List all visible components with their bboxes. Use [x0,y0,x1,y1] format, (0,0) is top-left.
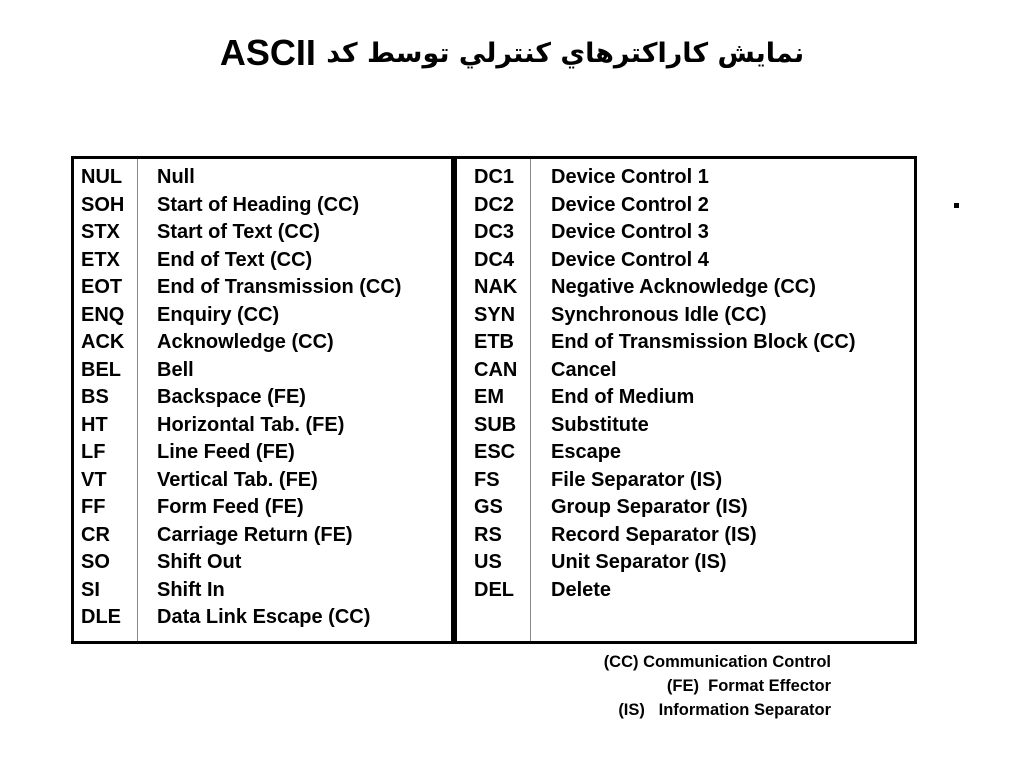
left-code-cell: SO [81,551,110,573]
right-name-cell: File Separator (IS) [551,468,723,491]
right-code-cell: SUB [474,413,517,436]
right-code-cell: RS [474,523,502,546]
right-code-column [474,164,517,604]
right-name-cell: Substitute [551,413,649,436]
left-code-cell: LF [81,441,106,463]
left-name-cell: Line Feed (FE) [157,441,295,463]
left-name-cell: Horizontal Tab. (FE) [157,413,345,436]
left-name-cell: Form Feed (FE) [157,496,304,518]
right-code-cell: ETB [474,331,514,353]
left-column-divider [137,159,138,641]
legend-item-cc: (CC) Communication Control [603,653,831,671]
right-name-cell: End of Medium [551,386,695,408]
left-name-cell: End of Transmission (CC) [157,276,402,298]
left-code-cell: CR [81,523,110,546]
left-code-cell: DLE [81,606,121,628]
left-name-cell: End of Text (CC) [157,248,313,271]
slide-title [0,32,1024,74]
left-code-cell: FF [81,496,106,518]
table-center-divider [451,156,457,644]
right-name-cell: Device Control 4 [551,248,709,271]
right-code-cell: DC1 [474,166,515,188]
left-name-cell: Shift In [157,578,225,601]
left-name-cell: Backspace (FE) [157,386,306,408]
title-ascii: ASCII [219,32,316,73]
left-name-cell: Null [157,166,195,188]
right-code-cell: SYN [474,303,516,326]
right-code-cell: ESC [474,441,516,463]
left-code-column [81,164,124,632]
left-code-cell: ACK [81,331,125,353]
right-name-cell: Group Separator (IS) [551,496,748,518]
right-code-cell: US [474,551,502,573]
left-name-cell: Acknowledge (CC) [157,331,334,353]
title-persian: نمايش كاراكترهاي كنترلي توسط كد [326,37,805,69]
right-name-cell: Record Separator (IS) [551,523,757,546]
right-code-cell: DC4 [474,248,515,271]
right-column-divider [530,159,531,641]
left-name-cell: Shift Out [157,551,242,573]
left-code-cell: BS [81,386,109,408]
left-name-cell: Start of Heading (CC) [157,193,360,216]
legend-item-is: (IS) Information Separator [618,701,831,719]
right-name-cell: Cancel [551,358,617,381]
right-name-cell: Delete [551,578,612,601]
right-code-cell: CAN [474,358,518,381]
bullet-marker [954,203,959,208]
right-name-cell: Device Control 3 [551,221,709,243]
left-name-column [157,164,401,632]
right-code-cell: GS [474,496,503,518]
right-name-column [551,164,855,604]
right-code-cell: DC3 [474,221,515,243]
left-code-cell: SOH [81,193,125,216]
legend-item-fe: (FE) Format Effector [666,677,831,695]
right-name-cell: Negative Acknowledge (CC) [551,276,816,298]
left-code-cell: VT [81,468,107,491]
right-name-cell: Synchronous Idle (CC) [551,303,767,326]
left-name-cell: Bell [157,358,194,381]
right-name-cell: Unit Separator (IS) [551,551,727,573]
right-name-cell: End of Transmission Block (CC) [551,331,856,353]
left-name-cell: Enquiry (CC) [157,303,280,326]
left-name-cell: Data Link Escape (CC) [157,606,371,628]
right-code-cell: DC2 [474,193,515,216]
left-code-cell: NUL [81,166,123,188]
right-code-cell: EM [474,386,504,408]
left-name-cell: Carriage Return (FE) [157,523,353,546]
left-name-cell: Vertical Tab. (FE) [157,468,318,491]
left-name-cell: Start of Text (CC) [157,221,320,243]
left-code-cell: ENQ [81,303,125,326]
left-code-cell: BEL [81,358,121,381]
right-name-cell: Escape [551,441,622,463]
legend [604,650,831,722]
right-name-cell: Device Control 2 [551,193,709,216]
left-code-cell: EOT [81,276,123,298]
left-code-cell: ETX [81,248,120,271]
right-code-cell: FS [474,468,500,491]
right-name-cell: Device Control 1 [551,166,709,188]
right-code-cell: DEL [474,578,514,601]
right-code-cell: NAK [474,276,518,298]
left-code-cell: STX [81,221,120,243]
left-code-cell: SI [81,578,100,601]
left-code-cell: HT [81,413,108,436]
